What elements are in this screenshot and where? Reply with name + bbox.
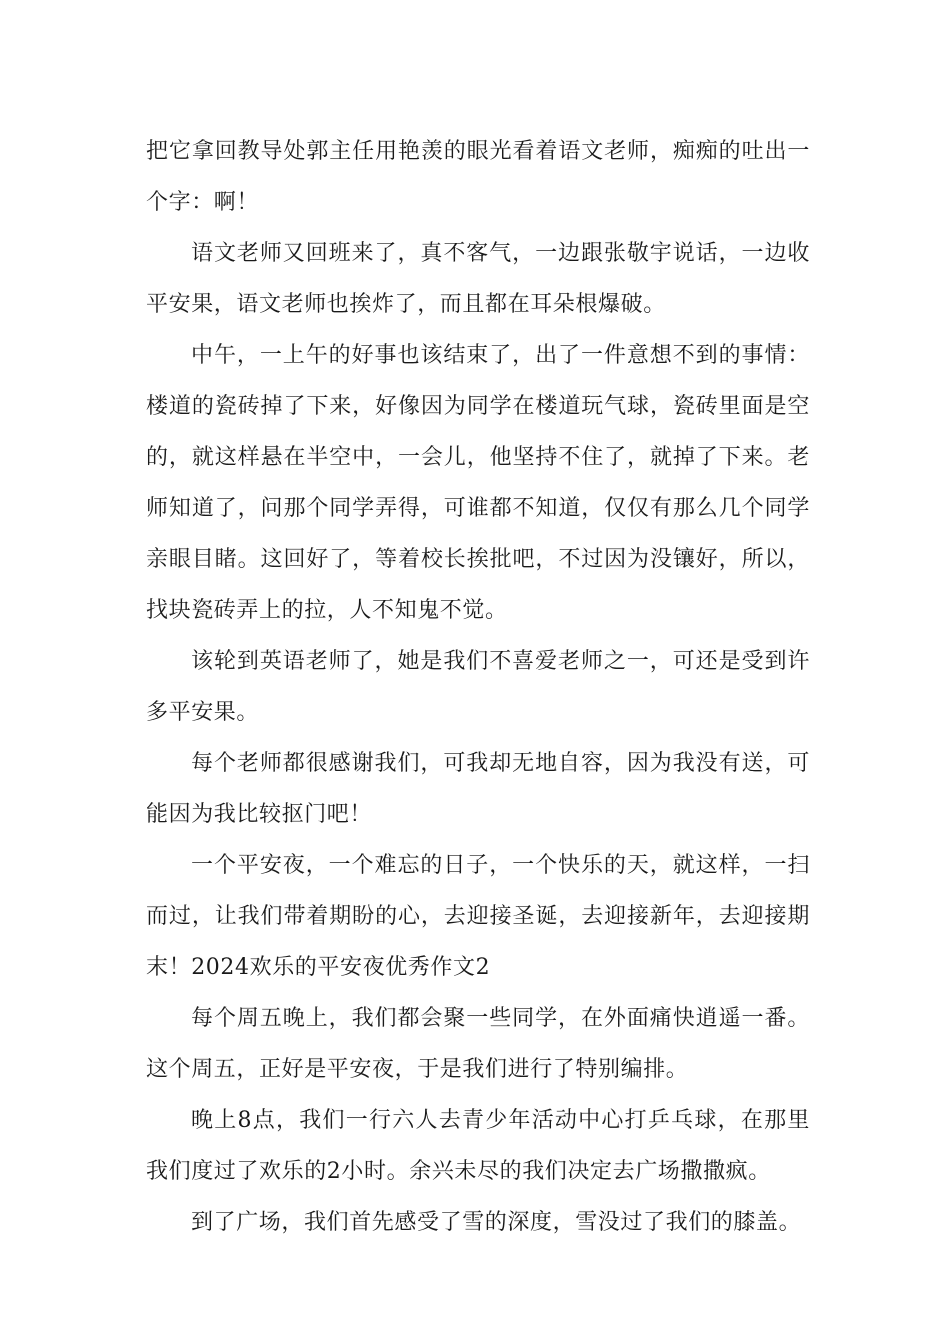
- paragraph: 把它拿回教导处郭主任用艳羡的眼光看着语文老师，痴痴的吐出一个字：啊！: [146, 139, 810, 215]
- paragraph: 晚上8点，我们一行六人去青少年活动中心打乒乓球，在那里我们度过了欢乐的2小时。余兴未尽的我们决定去广场撒撒疯。: [146, 1108, 810, 1184]
- paragraph: 中午，一上午的好事也该结束了，出了一件意想不到的事情：楼道的瓷砖掉了下来，好像因为同学在楼道玩气球，瓷砖里面是空的，就这样悬在半空中，一会儿，他坚持不住了，就掉了下来。老师知道了，问那个同学弄得，可谁都不知道，仅仅有那么几个同学亲眼目睹。这回好了，等着校长挨批吧，不过因为没镶好，所以，找块瓷砖弄上的拉，人不知鬼不觉。: [146, 343, 810, 623]
- paragraph: 每个周五晚上，我们都会聚一些同学，在外面痛快逍遥一番。这个周五，正好是平安夜，于是我们进行了特别编排。: [146, 1006, 810, 1082]
- paragraph: 到了广场，我们首先感受了雪的深度，雪没过了我们的膝盖。: [191, 1210, 802, 1235]
- document-body: [146, 126, 810, 1248]
- paragraph: 该轮到英语老师了，她是我们不喜爱老师之一，可还是受到许多平安果。: [146, 649, 810, 725]
- paragraph: 一个平安夜，一个难忘的日子，一个快乐的天，就这样，一扫而过，让我们带着期盼的心，去迎接圣诞，去迎接新年，去迎接期末！2024欢乐的平安夜优秀作文2: [146, 853, 810, 980]
- paragraph: 每个老师都很感谢我们，可我却无地自容，因为我没有送，可能因为我比较抠门吧！: [146, 751, 810, 827]
- paragraph: 语文老师又回班来了，真不客气，一边跟张敬宇说话，一边收平安果，语文老师也挨炸了，而且都在耳朵根爆破。: [146, 241, 810, 317]
